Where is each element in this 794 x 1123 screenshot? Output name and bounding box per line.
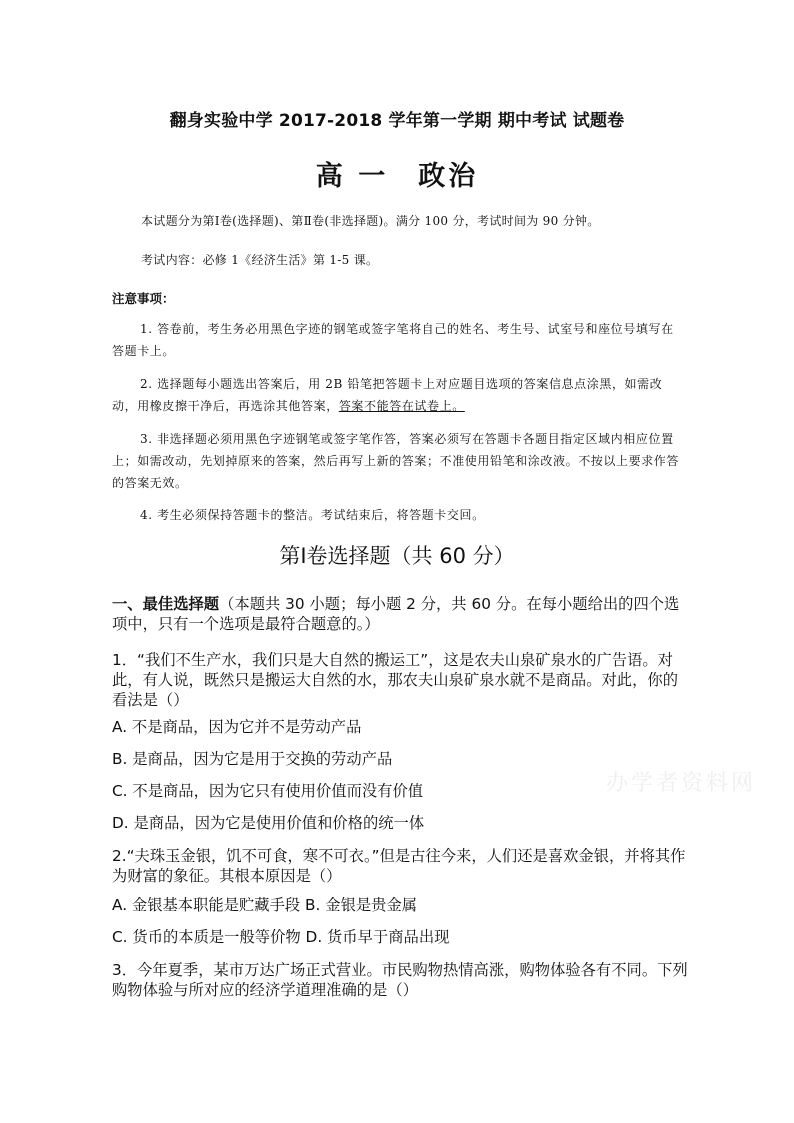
question-2-options-ab: A. 金银基本职能是贮藏手段 B. 金银是贵金属	[112, 896, 418, 914]
part1-description: （本题共 30 小题；每小题 2 分，共 60 分。在每小题给出的四个选项中，只有一个选项是最符合题意的。）	[112, 595, 680, 633]
notice-item-2-underlined: 答案不能答在试卷上。	[338, 399, 465, 413]
question-2-stem: 2.“夫珠玉金银，饥不可食，寒不可衣。”但是古往今来，人们还是喜欢金银，并将其作为财富的象征。其根本原因是（）	[112, 847, 686, 885]
notice-item-1: 1. 答卷前，考生务必用黑色字迹的钢笔或签字笔将自己的姓名、考生号、试室号和座位号填写在答题卡上。	[112, 322, 674, 358]
part1-label: 一、最佳选择题	[112, 595, 220, 613]
notice-item-2-text: 2. 选择题每小题选出答案后，用 2B 铅笔把答题卡上对应题目选项的答案信息点涂黑，如需改动，用橡皮擦干净后，再选涂其他答案，	[112, 377, 663, 413]
notice-heading: 注意事项：	[112, 291, 175, 306]
notice-item-3: 3. 非选择题必须用黑色字迹钢笔或签字笔作答，答案必须写在答题卡各题目指定区域内相应位置上；如需改动，先划掉原来的答案，然后再写上新的答案；不准使用铅笔和涂改液。不按以上要求作答的答案无效。	[112, 432, 680, 490]
notice-item-2	[112, 373, 686, 417]
question-1-option-d: D. 是商品，因为它是使用价值和价格的统一体	[112, 814, 425, 832]
intro-line-1: 本试题分为第Ⅰ卷(选择题)、第Ⅱ卷(非选择题)。满分 100 分，考试时间为 90 分钟。	[141, 214, 600, 228]
watermark: 办学者资料网	[606, 771, 757, 796]
exam-title: 翻身实验中学 2017-2018 学年第一学期 期中考试 试题卷	[169, 111, 625, 131]
section-title: 第Ⅰ卷选择题（共 60 分）	[279, 544, 515, 568]
question-1-option-c: C. 不是商品，因为它只有使用价值而没有价值	[112, 782, 424, 800]
question-1-option-a: A. 不是商品，因为它并不是劳动产品	[112, 718, 362, 736]
intro-line-2: 考试内容：必修 1《经济生活》第 1-5 课。	[141, 253, 379, 267]
question-2-options-cd: C. 货币的本质是一般等价物 D. 货币早于商品出现	[112, 928, 450, 946]
question-1-option-b: B. 是商品，因为它是用于交换的劳动产品	[112, 750, 393, 768]
question-1-stem: 1．“我们不生产水，我们只是大自然的搬运工”，这是农夫山泉矿泉水的广告语。对此，有人说，既然只是搬运大自然的水，那农夫山泉矿泉水就不是商品。对此，你的看法是（）	[112, 651, 678, 709]
part1-instructions	[112, 594, 692, 634]
subject-title: 高 一 政治	[315, 161, 479, 192]
notice-item-4: 4. 考生必须保持答题卡的整洁。考试结束后，将答题卡交回。	[140, 508, 485, 522]
question-3-stem: 3．今年夏季，某市万达广场正式营业。市民购物热情高涨，购物体验各有不同。下列购物体验与所对应的经济学道理准确的是（）	[112, 961, 688, 999]
